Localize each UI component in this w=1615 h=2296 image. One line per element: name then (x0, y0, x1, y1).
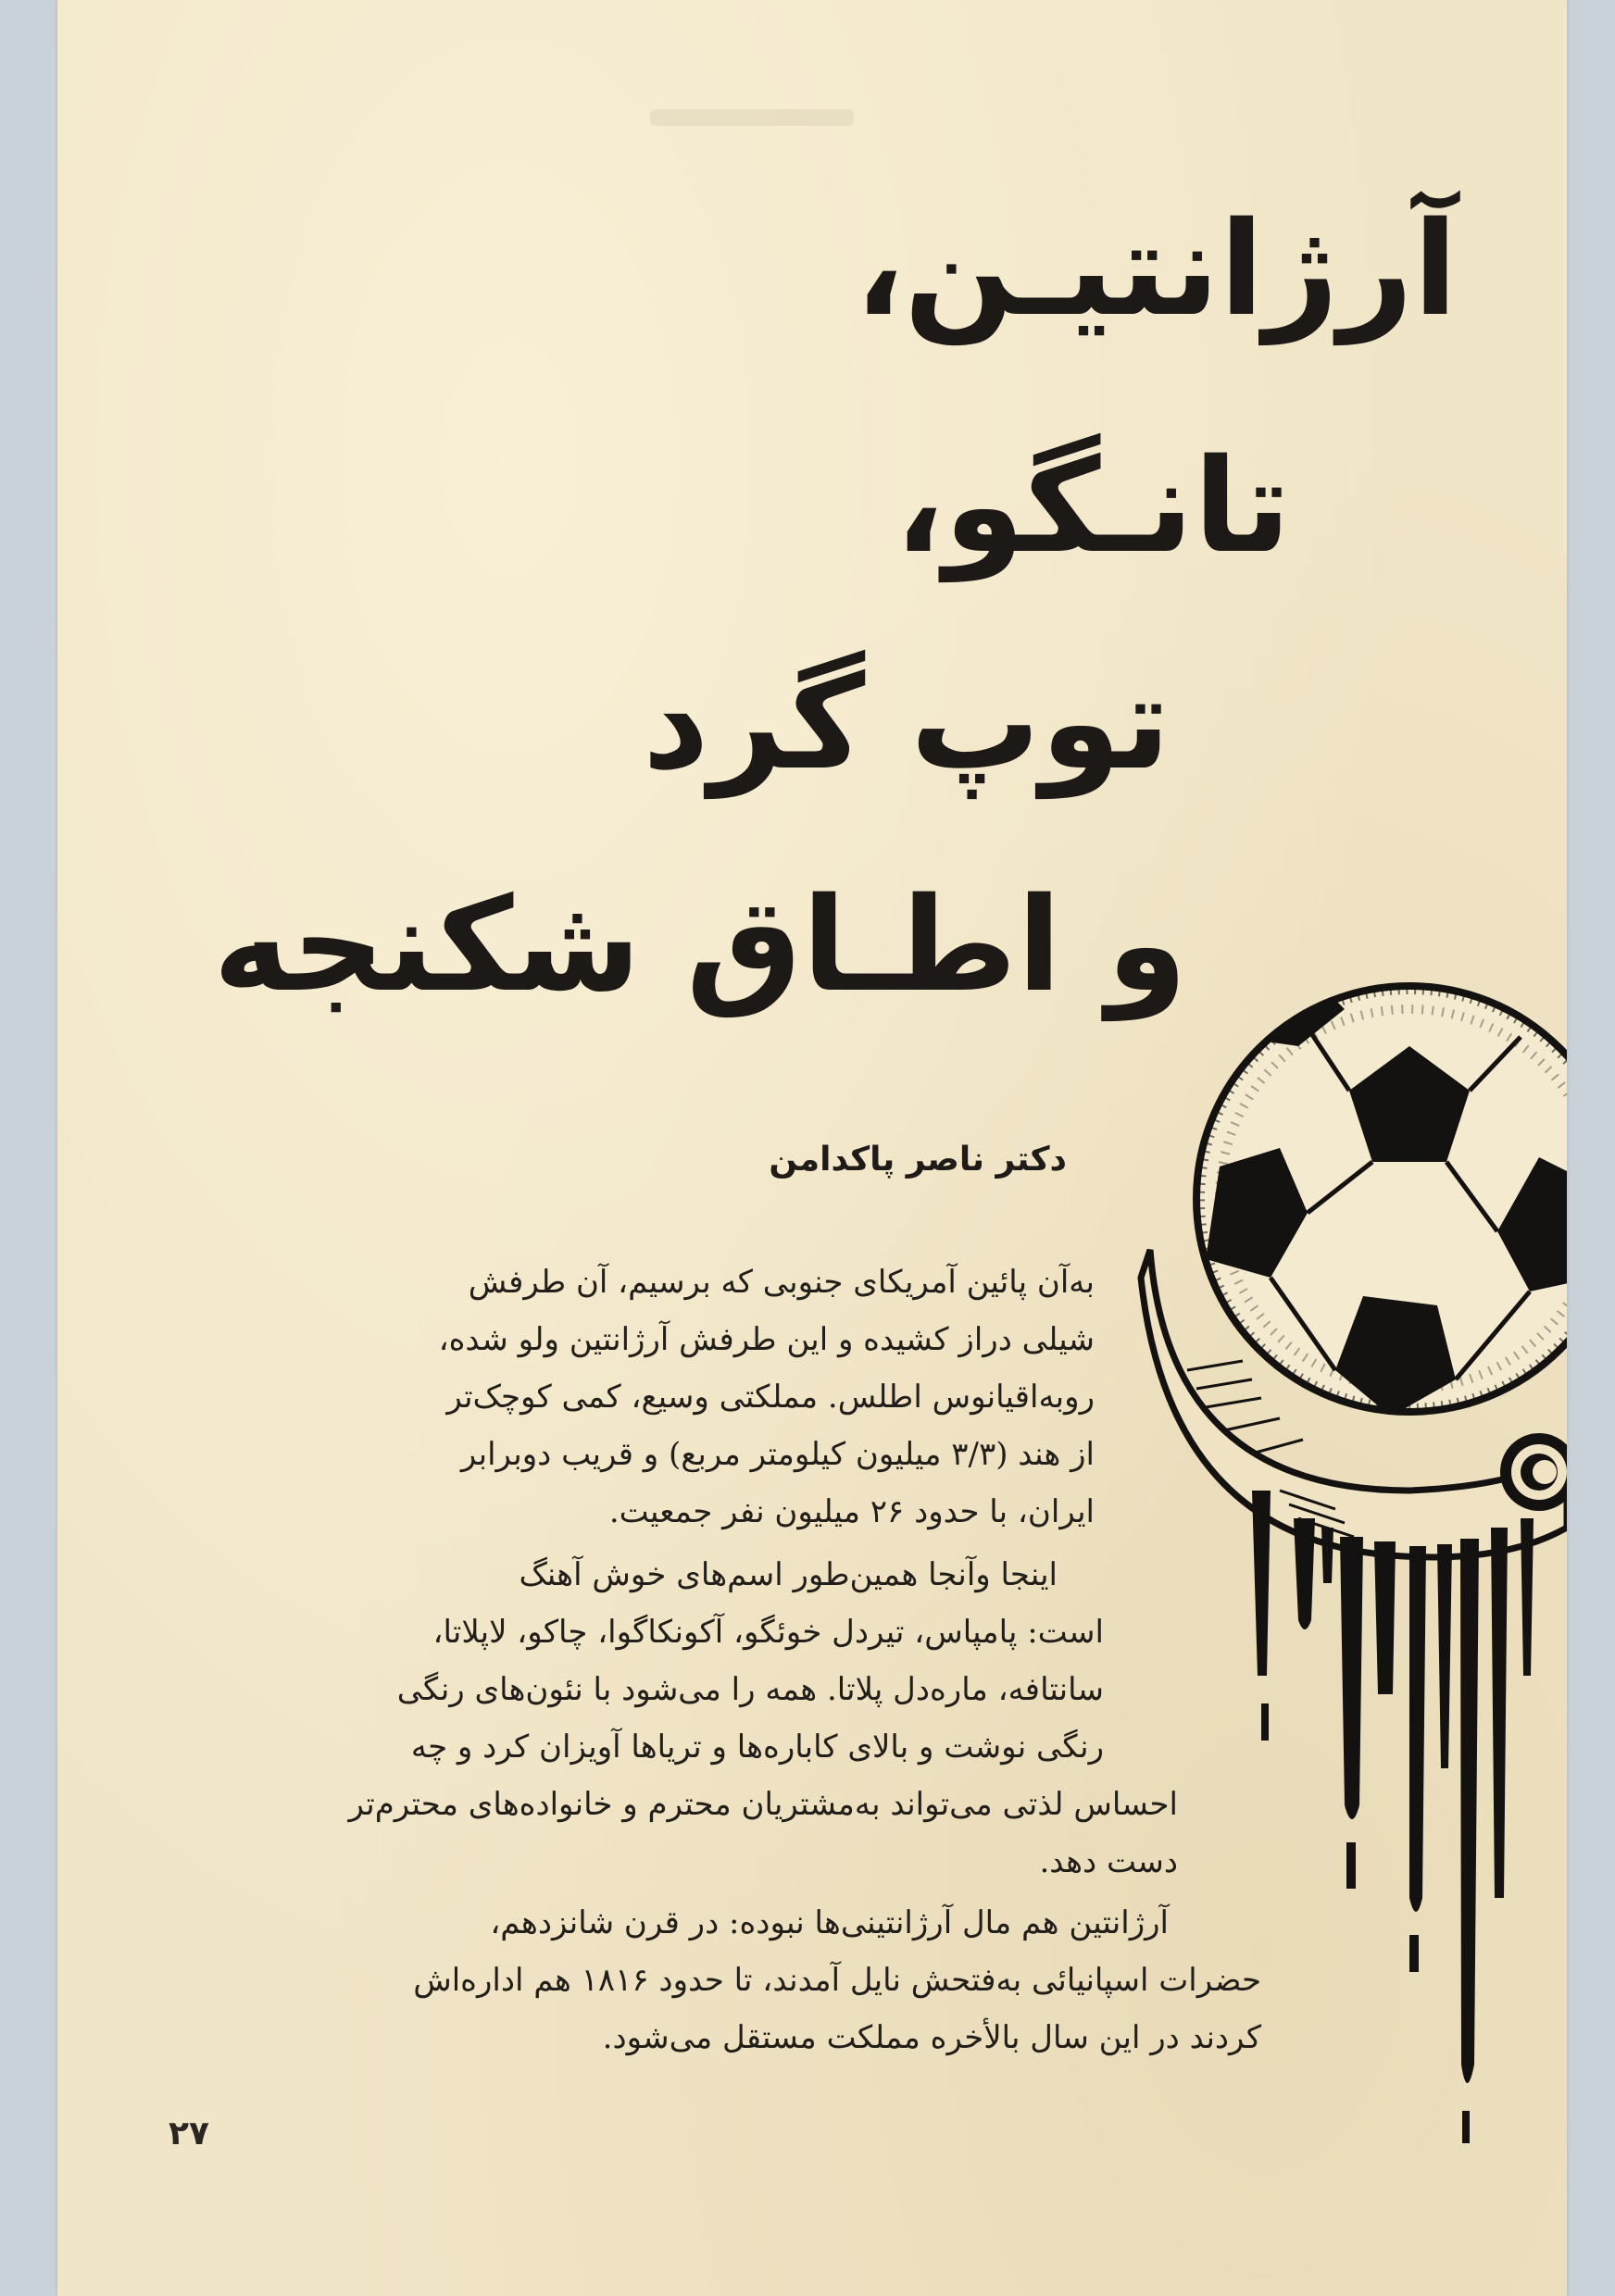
paragraph-3-line-1: آرژانتین هم مال آرژانتینی‌ها نبوده: در قرن شانزدهم، (490, 1904, 1169, 1941)
title-line-3: توپ گرد (642, 648, 1171, 799)
paragraph-3-line-3: کردند در این سال بالأخره مملکت مستقل می‌شود. (602, 2019, 1261, 2056)
paragraph-1-line-3: روبه‌اقیانوس اطلس. مملکتی وسیع، کمی کوچک‌تر (446, 1379, 1095, 1416)
title-line-4: و اطـاق شکنجه (213, 870, 1187, 1021)
ink-drips (1252, 1491, 1534, 2143)
paragraph-1-line-4: از هند (۳/۳ میلیون کیلومتر مربع) و قریب دوبرابر (460, 1436, 1095, 1473)
title-line-2: تانـگو، (895, 431, 1291, 582)
paragraph-2-line-4: رنگی نوشت و بالای کاباره‌ها و تریاها آویزان کرد و چه (410, 1728, 1104, 1766)
title-line-1: آرژانتیـن، (854, 194, 1458, 345)
magazine-page (57, 0, 1567, 2296)
paragraph-2-line-5: احساس لذتی می‌تواند به‌مشتریان محترم و خانواده‌های محترم‌تر (348, 1786, 1178, 1823)
paragraph-2-line-6: دست دهد. (1039, 1843, 1178, 1880)
paragraph-2-line-2: است: پامپاس، تیردل خوئگو، آکونکاگوا، چاکو، لاپلاتا، (432, 1614, 1104, 1651)
paragraph-3-line-2: حضرات اسپانیائی به‌فتحش نایل آمدند، تا حدود ۱۸۱۶ هم اداره‌اش (413, 1962, 1261, 1999)
paragraph-1-line-1: به‌آن پائین آمریکای جنوبی که برسیم، آن طرفش (468, 1264, 1095, 1301)
faint-show-through (650, 109, 854, 126)
paragraph-2-line-3: سانتافه، ماره‌دل پلاتا. همه را می‌شود با نئون‌های رنگی (396, 1671, 1104, 1708)
paragraph-1-line-5: ایران، با حدود ۲۶ میلیون نفر جمعیت. (608, 1493, 1095, 1530)
paragraph-1-line-2: شیلی دراز کشیده و این طرفش آرژانتین ولو شده، (438, 1321, 1095, 1358)
page-number: ۲۷ (169, 2115, 209, 2152)
soccer-ball-illustration (1132, 972, 1567, 2176)
paragraph-2-line-1: اینجا وآنجا همین‌طور اسم‌های خوش آهنگ (519, 1556, 1058, 1593)
author-byline: دکتر ناصر پاکدامن (769, 1141, 1067, 1179)
